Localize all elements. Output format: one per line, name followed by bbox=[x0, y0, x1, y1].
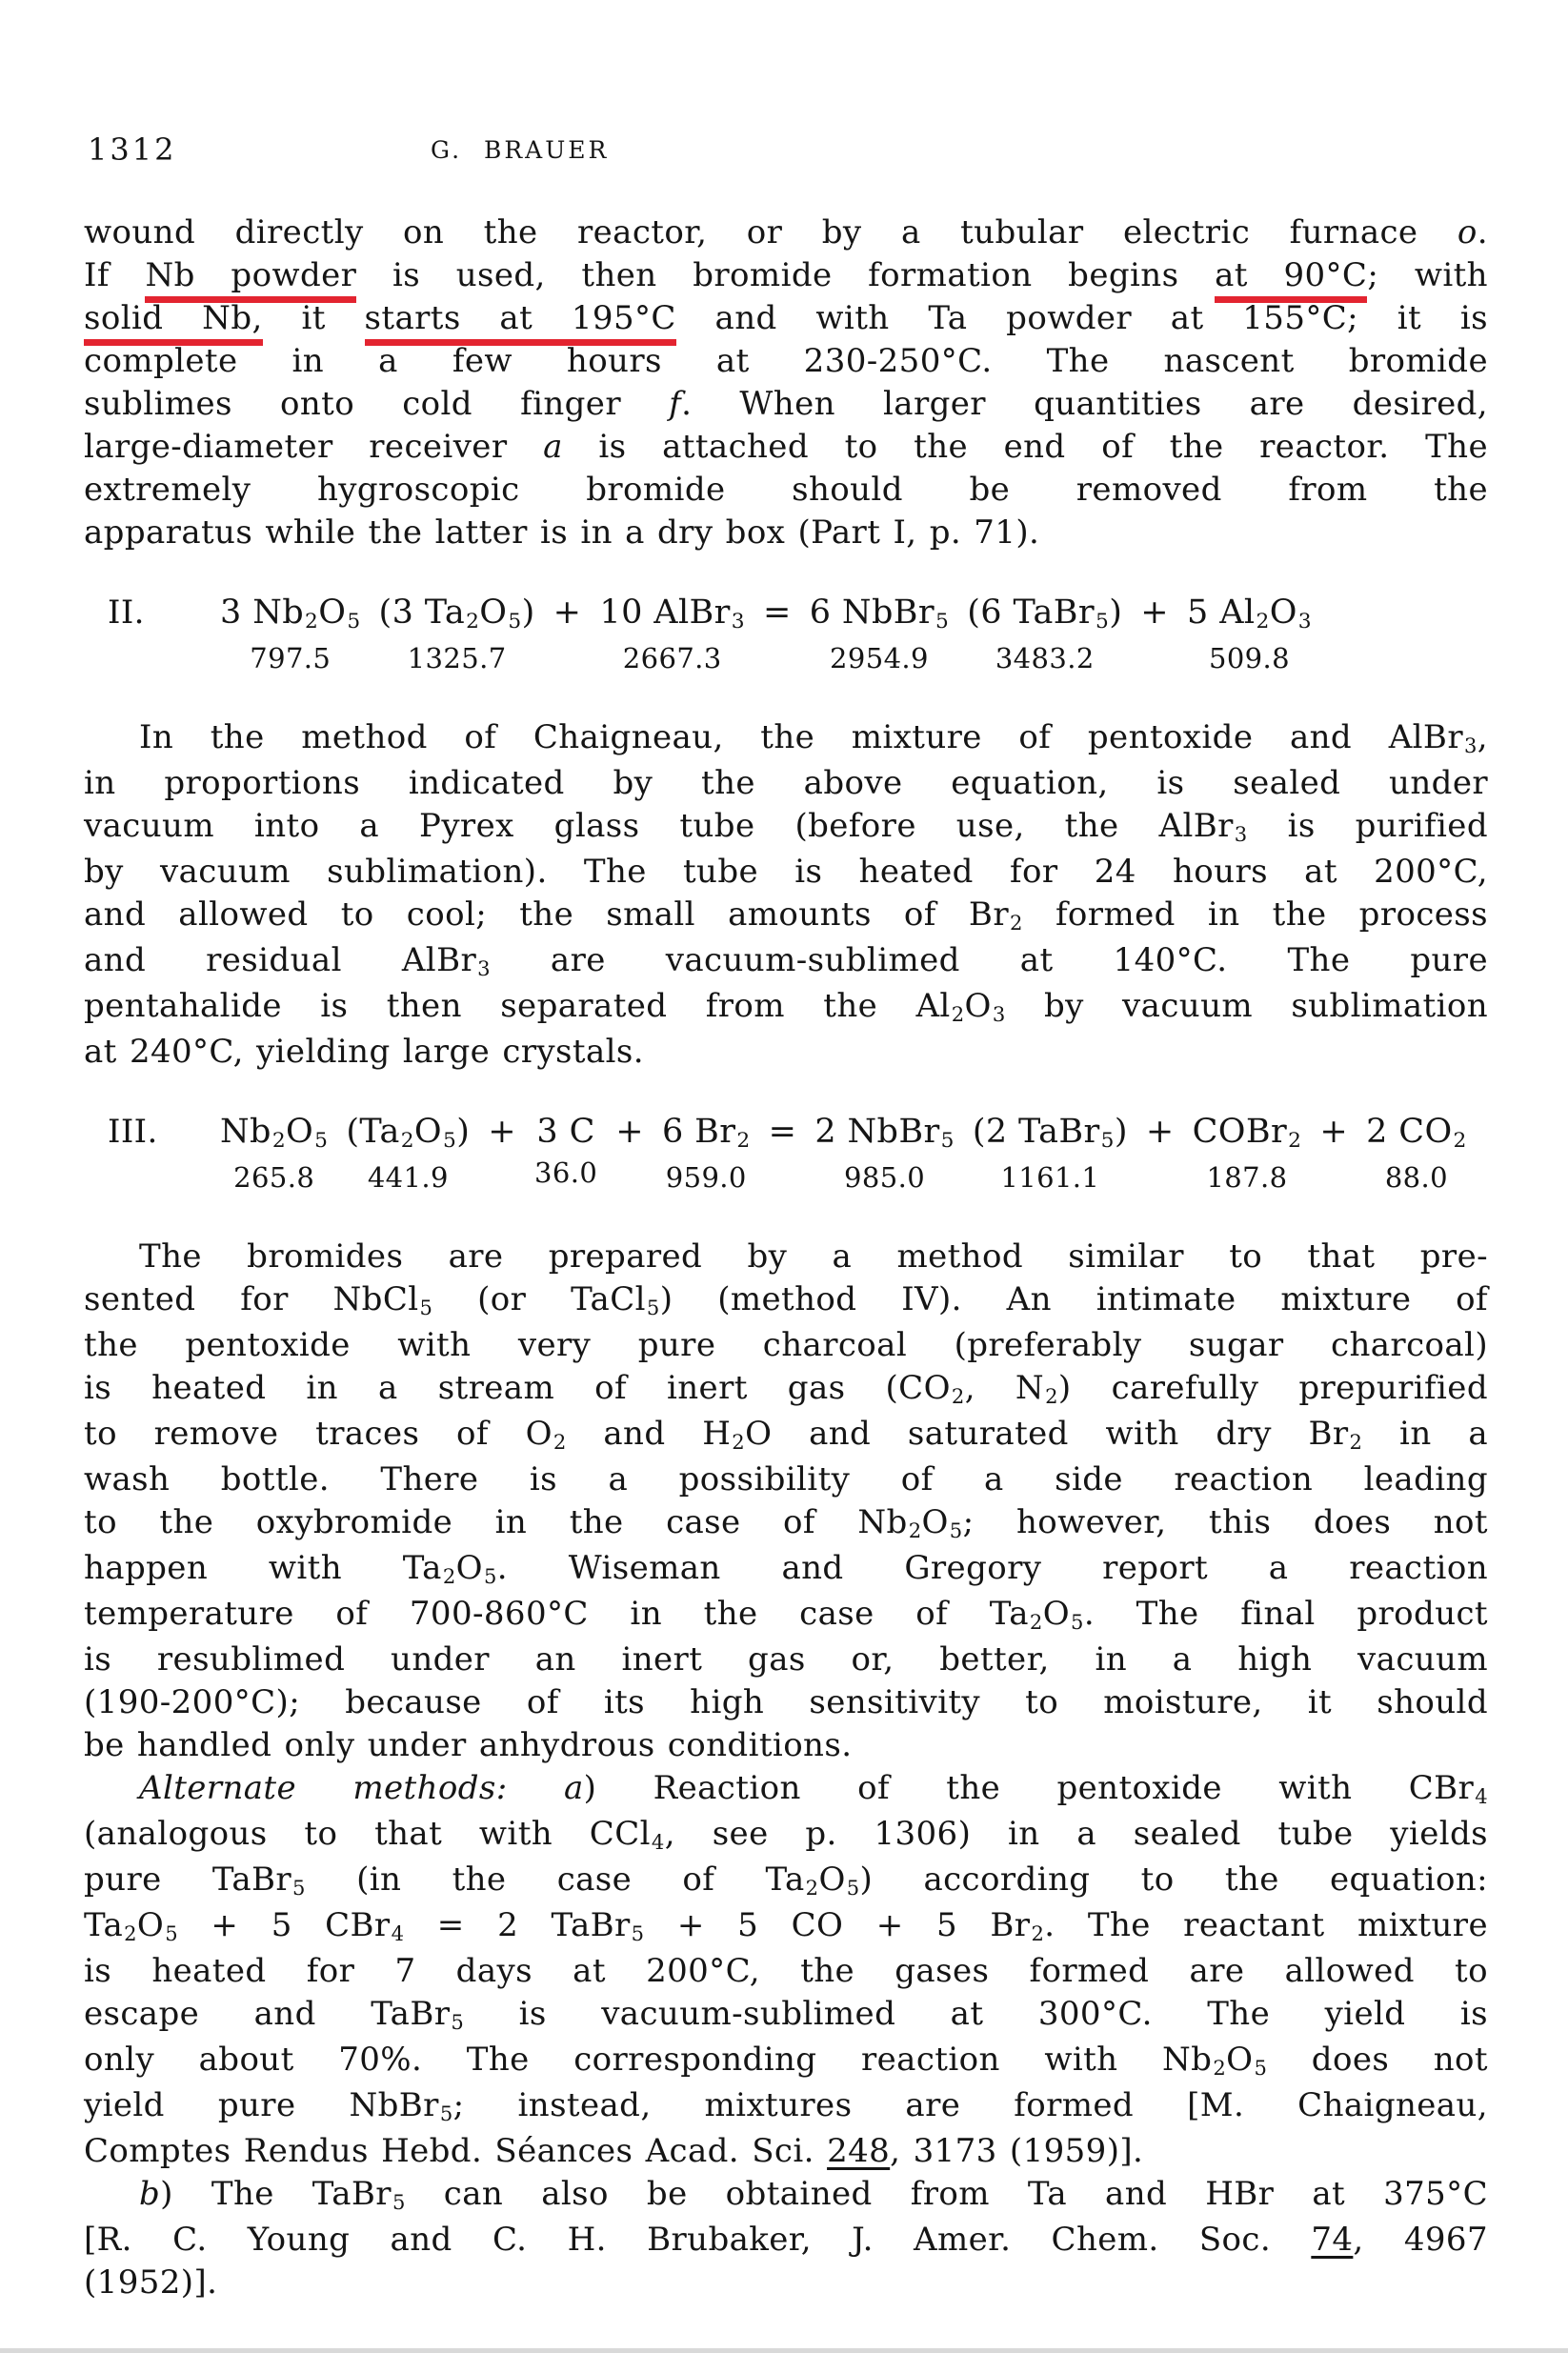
term-molecular-weight: 2954.9 bbox=[830, 642, 929, 674]
text-segment: O bbox=[1226, 2041, 1254, 2079]
operator: + bbox=[488, 1113, 517, 1151]
text-line bbox=[84, 985, 1488, 1031]
text-segment: the pentoxide with very pure charcoal (preferably sugar charcoal) bbox=[84, 1326, 1488, 1364]
subscript: 5 bbox=[949, 1518, 963, 1543]
text-line bbox=[84, 894, 1488, 939]
text-segment: b bbox=[139, 2175, 161, 2213]
equation-term bbox=[379, 591, 535, 676]
text-segment: O bbox=[318, 593, 347, 632]
text-segment: ) Reaction of the pentoxide with CBr bbox=[583, 1769, 1475, 1807]
operator: = bbox=[763, 593, 792, 632]
text-segment: The bromides are prepared by a method similar to that pre- bbox=[139, 1237, 1488, 1276]
underlined-reference: 248 bbox=[827, 2132, 891, 2170]
text-segment: + 5 CO + 5 Br bbox=[644, 1906, 1031, 1944]
text-segment: , see p. 1306) in a sealed tube yields bbox=[664, 1815, 1488, 1853]
text-segment: o bbox=[1457, 213, 1478, 251]
subscript: 5 bbox=[347, 610, 361, 634]
subscript: 5 bbox=[940, 1129, 955, 1154]
subscript: 5 bbox=[646, 1296, 660, 1320]
term-molecular-weight: 797.5 bbox=[250, 642, 332, 674]
subscript: 2 bbox=[805, 1876, 819, 1900]
subscript: 2 bbox=[553, 1430, 567, 1455]
text-segment: to remove traces of O bbox=[84, 1415, 553, 1453]
equation-term bbox=[810, 591, 949, 676]
subscript: 5 bbox=[508, 610, 522, 634]
text-line bbox=[84, 2084, 1488, 2130]
text-segment: and H bbox=[566, 1415, 732, 1453]
red-underlined-text: starts at 195°C bbox=[365, 299, 676, 346]
subscript: 2 bbox=[1029, 1610, 1043, 1635]
text-segment: 3 Nb bbox=[220, 593, 305, 632]
text-line bbox=[84, 851, 1488, 894]
text-line bbox=[84, 2173, 1488, 2219]
text-segment: (1952)]. bbox=[84, 2263, 218, 2302]
term-formula bbox=[599, 591, 745, 639]
text-segment: O bbox=[455, 1549, 483, 1587]
text-segment: O bbox=[479, 593, 508, 632]
text-segment: a bbox=[543, 428, 563, 466]
text-segment: ; instead, mixtures are formed [M. Chaigneau, bbox=[452, 2086, 1488, 2124]
subscript: 3 bbox=[477, 956, 491, 981]
text-segment: Ta bbox=[84, 1906, 124, 1944]
text-segment: (or TaCl bbox=[432, 1280, 646, 1318]
text-segment: ) (method IV). An intimate mixture of bbox=[659, 1280, 1488, 1318]
equation-term bbox=[814, 1110, 954, 1196]
text-segment: = 2 TaBr bbox=[404, 1906, 631, 1944]
term-molecular-weight: 959.0 bbox=[665, 1161, 747, 1194]
paragraph-bromides-preparation bbox=[84, 1236, 1488, 1767]
subscript: 5 bbox=[1254, 2056, 1268, 2081]
text-line bbox=[84, 426, 1488, 469]
text-segment: ) bbox=[521, 593, 535, 632]
subscript: 4 bbox=[651, 1830, 665, 1855]
subscript: 5 bbox=[631, 1921, 645, 1946]
text-line bbox=[84, 1813, 1488, 1859]
subscript: 2 bbox=[1031, 1921, 1045, 1946]
text-segment: (190-200°C); because of its high sensitivity to moisture, it should bbox=[84, 1683, 1488, 1721]
term-formula bbox=[967, 591, 1122, 639]
red-underlined-text: at 90°C bbox=[1215, 256, 1367, 303]
subscript: 3 bbox=[1297, 610, 1312, 634]
text-segment: wound directly on the reactor, or by a tubular electric furnace bbox=[84, 213, 1457, 251]
equation-term bbox=[220, 591, 361, 676]
operator: + bbox=[615, 1113, 644, 1151]
text-line bbox=[84, 2219, 1488, 2262]
text-segment: , 3173 (1959)]. bbox=[890, 2132, 1144, 2170]
equation-term bbox=[220, 1110, 328, 1196]
text-line bbox=[84, 1278, 1488, 1324]
term-formula bbox=[1193, 1110, 1302, 1158]
text-segment: O and saturated with dry Br bbox=[745, 1415, 1349, 1453]
text-segment: If bbox=[84, 256, 146, 294]
subscript: 5 bbox=[292, 1876, 306, 1900]
text-line bbox=[84, 1236, 1488, 1278]
text-segment: + 5 CBr bbox=[178, 1906, 391, 1944]
text-segment: apparatus while the latter is in a dry box (Part I, p. 71). bbox=[84, 513, 1040, 552]
text-line bbox=[84, 297, 1488, 340]
text-line bbox=[84, 512, 1488, 554]
text-segment: (Ta bbox=[346, 1113, 400, 1151]
text-segment: ) according to the equation: bbox=[859, 1860, 1488, 1899]
subscript: 3 bbox=[1234, 822, 1248, 847]
subscript: 2 bbox=[1349, 1430, 1363, 1455]
text-segment: pentahalide is then separated from the Al bbox=[84, 987, 951, 1025]
text-segment: is resublimed under an inert gas or, better, in a high vacuum bbox=[84, 1640, 1488, 1679]
text-segment: is heated in a stream of inert gas (CO bbox=[84, 1369, 951, 1407]
text-segment: 6 Br bbox=[661, 1113, 736, 1151]
subscript: 2 bbox=[124, 1921, 137, 1946]
paragraph-alternate-methods bbox=[84, 1767, 1488, 2173]
subscript: 2 bbox=[1453, 1129, 1467, 1154]
equation-terms bbox=[220, 591, 1312, 676]
text-segment: Nb bbox=[220, 1113, 271, 1151]
text-segment: ; with bbox=[1367, 256, 1488, 294]
text-line bbox=[84, 1324, 1488, 1367]
text-line bbox=[84, 1724, 1488, 1767]
text-segment: sublimes onto cold finger bbox=[84, 385, 670, 423]
text-line bbox=[84, 2039, 1488, 2084]
term-molecular-weight: 441.9 bbox=[367, 1161, 449, 1194]
subscript: 5 bbox=[1096, 610, 1110, 634]
equation-term bbox=[534, 1110, 597, 1191]
text-segment: (analogous to that with CCl bbox=[84, 1815, 651, 1853]
subscript: 5 bbox=[483, 1564, 497, 1589]
equation-term bbox=[599, 591, 745, 676]
subscript: 2 bbox=[1045, 1384, 1058, 1409]
text-line bbox=[84, 805, 1488, 851]
text-line bbox=[84, 340, 1488, 383]
text-segment: ) carefully prepurified bbox=[1057, 1369, 1488, 1407]
equation-label: III. bbox=[108, 1113, 158, 1151]
text-segment: ) bbox=[1114, 1113, 1128, 1151]
text-segment: temperature of 700-860°C in the case of Ta bbox=[84, 1595, 1029, 1633]
term-formula bbox=[379, 591, 535, 639]
equation-term bbox=[1187, 591, 1312, 676]
text-line bbox=[84, 1547, 1488, 1593]
text-segment: , N bbox=[964, 1369, 1045, 1407]
text-line bbox=[84, 1681, 1488, 1724]
text-line bbox=[84, 1367, 1488, 1413]
text-line bbox=[84, 1950, 1488, 1993]
subscript: 2 bbox=[1009, 911, 1023, 935]
subscript: 2 bbox=[1213, 2056, 1227, 2081]
equation-term bbox=[973, 1110, 1128, 1196]
text-line bbox=[84, 1501, 1488, 1547]
text-segment: O bbox=[136, 1906, 165, 1944]
text-segment: at 240°C, yielding large crystals. bbox=[84, 1033, 644, 1071]
paragraph-method-b bbox=[84, 2173, 1488, 2304]
text-segment: [R. C. Young and C. H. Brubaker, J. Amer. Chem. Soc. bbox=[84, 2221, 1312, 2259]
text-segment: only about 70%. The corresponding reaction with Nb bbox=[84, 2041, 1213, 2079]
scan-edge bbox=[0, 2348, 1568, 2353]
paragraph-reactor bbox=[84, 211, 1488, 554]
text-segment: by vacuum sublimation bbox=[1005, 987, 1489, 1025]
text-segment: extremely hygroscopic bromide should be removed from the bbox=[84, 471, 1488, 509]
equation-label: II. bbox=[108, 593, 145, 632]
text-line bbox=[84, 1413, 1488, 1458]
subscript: 2 bbox=[442, 1564, 456, 1589]
operator: = bbox=[768, 1113, 797, 1151]
subscript: 2 bbox=[271, 1129, 287, 1154]
text-segment: 2 CO bbox=[1366, 1113, 1453, 1151]
text-segment: O bbox=[1042, 1595, 1070, 1633]
text-line bbox=[84, 1593, 1488, 1639]
term-molecular-weight: 3483.2 bbox=[995, 642, 1095, 674]
text-segment: 5 Al bbox=[1187, 593, 1256, 632]
operator: + bbox=[1319, 1113, 1349, 1151]
term-formula bbox=[534, 1110, 597, 1154]
text-line bbox=[84, 762, 1488, 805]
text-segment: does not bbox=[1267, 2041, 1488, 2079]
text-segment: a bbox=[563, 1769, 584, 1807]
subscript: 3 bbox=[1463, 734, 1478, 758]
text-segment: . Wiseman and Gregory report a reaction bbox=[496, 1549, 1488, 1587]
text-segment: f bbox=[669, 385, 682, 423]
text-segment: 10 AlBr bbox=[599, 593, 731, 632]
text-line bbox=[84, 469, 1488, 512]
equation-term bbox=[967, 591, 1122, 676]
operator: + bbox=[1145, 1113, 1175, 1151]
equation-terms bbox=[220, 1110, 1467, 1196]
subscript: 5 bbox=[314, 1129, 329, 1154]
text-segment: O bbox=[413, 1113, 443, 1151]
underlined-reference: 74 bbox=[1311, 2221, 1354, 2259]
text-segment: (3 Ta bbox=[378, 593, 466, 632]
subscript: 2 bbox=[908, 1518, 922, 1543]
subscript: 2 bbox=[1256, 610, 1270, 634]
operator: + bbox=[553, 593, 582, 632]
term-molecular-weight: 265.8 bbox=[233, 1161, 315, 1194]
operator: + bbox=[1140, 593, 1170, 632]
text-segment: and residual AlBr bbox=[84, 941, 477, 979]
subscript: 4 bbox=[1475, 1784, 1488, 1809]
subscript: 4 bbox=[391, 1921, 405, 1946]
text-segment: O bbox=[964, 987, 992, 1025]
subscript: 5 bbox=[1071, 1610, 1084, 1635]
text-segment: O bbox=[921, 1503, 949, 1541]
text-segment: , bbox=[1477, 718, 1488, 756]
text-segment: formed in the process bbox=[1022, 895, 1489, 934]
subscript: 5 bbox=[451, 2010, 465, 2035]
subscript: 3 bbox=[731, 610, 745, 634]
term-molecular-weight: 187.8 bbox=[1206, 1161, 1288, 1194]
term-molecular-weight: 509.8 bbox=[1208, 642, 1291, 674]
equation-term bbox=[1366, 1110, 1467, 1196]
page-header bbox=[0, 131, 1568, 179]
equation-II bbox=[84, 591, 1488, 676]
text-segment: ) The TaBr bbox=[160, 2175, 392, 2213]
text-segment: . The reactant mixture bbox=[1044, 1906, 1488, 1944]
paragraph-chaigneau-method bbox=[84, 716, 1488, 1074]
subscript: 5 bbox=[439, 2102, 453, 2126]
text-segment: in proportions indicated by the above equation, is sealed under bbox=[84, 764, 1488, 802]
text-line bbox=[84, 383, 1488, 426]
text-line bbox=[84, 2262, 1488, 2304]
term-formula bbox=[220, 1110, 328, 1158]
text-segment: 6 NbBr bbox=[809, 593, 935, 632]
term-molecular-weight: 985.0 bbox=[844, 1161, 926, 1194]
text-line bbox=[84, 211, 1488, 254]
text-segment: it bbox=[262, 299, 365, 337]
subscript: 2 bbox=[466, 610, 480, 634]
subscript: 5 bbox=[443, 1129, 457, 1154]
text-segment: pure TaBr bbox=[84, 1860, 292, 1899]
subscript: 2 bbox=[1288, 1129, 1302, 1154]
text-segment: happen with Ta bbox=[84, 1549, 442, 1587]
text-line bbox=[84, 1458, 1488, 1501]
term-molecular-weight: 36.0 bbox=[534, 1156, 598, 1189]
red-underlined-text: Nb powder bbox=[145, 256, 356, 303]
text-segment: , 4967 bbox=[1353, 2221, 1488, 2259]
term-formula bbox=[1366, 1110, 1467, 1158]
term-molecular-weight: 1325.7 bbox=[407, 642, 507, 674]
text-segment: 3 C bbox=[536, 1113, 595, 1151]
text-segment: ; however, this does not bbox=[962, 1503, 1488, 1541]
text-line bbox=[84, 939, 1488, 985]
red-underlined-text: solid Nb, bbox=[84, 299, 263, 346]
text-segment: is heated for 7 days at 200°C, the gases formed are allowed to bbox=[84, 1952, 1488, 1990]
subscript: 2 bbox=[736, 1129, 751, 1154]
text-segment: O bbox=[818, 1860, 846, 1899]
text-segment: ) bbox=[456, 1113, 471, 1151]
text-segment: sented for NbCl bbox=[84, 1280, 419, 1318]
text-segment: yield pure NbBr bbox=[84, 2086, 439, 2124]
term-formula bbox=[346, 1110, 470, 1158]
text-segment: . The final product bbox=[1083, 1595, 1488, 1633]
term-formula bbox=[1187, 591, 1312, 639]
text-segment: are vacuum-sublimed at 140°C. The pure bbox=[490, 941, 1488, 979]
text-segment: (6 TaBr bbox=[967, 593, 1096, 632]
text-line bbox=[84, 254, 1488, 297]
text-segment: wash bottle. There is a possibility of a side reaction leading bbox=[84, 1460, 1488, 1498]
term-molecular-weight: 1161.1 bbox=[1000, 1161, 1100, 1194]
term-formula bbox=[662, 1110, 751, 1158]
text-segment: . bbox=[1477, 213, 1488, 251]
text-segment: . When larger quantities are desired, bbox=[681, 385, 1488, 423]
text-segment: complete in a few hours at 230-250°C. The nascent bromide bbox=[84, 342, 1488, 380]
subscript: 3 bbox=[992, 1002, 1006, 1027]
subscript: 2 bbox=[732, 1430, 746, 1455]
term-molecular-weight: 2667.3 bbox=[622, 642, 722, 674]
equation-term bbox=[662, 1110, 751, 1196]
text-segment: is vacuum-sublimed at 300°C. The yield is bbox=[464, 1995, 1488, 2033]
running-title: G. BRAUER bbox=[431, 136, 610, 164]
text-segment: vacuum into a Pyrex glass tube (before use, the AlBr bbox=[84, 807, 1234, 845]
text-segment: Comptes Rendus Hebd. Séances Acad. Sci. bbox=[84, 2132, 828, 2170]
text-segment: to the oxybromide in the case of Nb bbox=[84, 1503, 908, 1541]
subscript: 2 bbox=[951, 1002, 965, 1027]
text-segment: is purified bbox=[1247, 807, 1488, 845]
text-line bbox=[84, 1031, 1488, 1074]
subscript: 2 bbox=[951, 1384, 965, 1409]
term-formula bbox=[814, 1110, 954, 1158]
text-line bbox=[84, 1859, 1488, 1904]
text-segment: escape and TaBr bbox=[84, 1995, 451, 2033]
text-segment: large-diameter receiver bbox=[84, 428, 544, 466]
equation-term bbox=[1193, 1110, 1302, 1196]
subscript: 5 bbox=[419, 1296, 433, 1320]
text-line bbox=[84, 716, 1488, 762]
text-segment: (2 TaBr bbox=[972, 1113, 1100, 1151]
text-line bbox=[84, 1767, 1488, 1813]
text-segment: in a bbox=[1362, 1415, 1488, 1453]
text-segment: O bbox=[1269, 593, 1297, 632]
subscript: 2 bbox=[400, 1129, 414, 1154]
subscript: 2 bbox=[305, 610, 319, 634]
text-segment: O bbox=[286, 1113, 314, 1151]
text-segment: is attached to the end of the reactor. The bbox=[562, 428, 1488, 466]
equation-III bbox=[84, 1110, 1488, 1196]
subscript: 5 bbox=[1100, 1129, 1115, 1154]
text-segment: 2 NbBr bbox=[814, 1113, 940, 1151]
subscript: 5 bbox=[846, 1876, 860, 1900]
text-segment: COBr bbox=[1192, 1113, 1288, 1151]
subscript: 5 bbox=[935, 610, 950, 634]
text-segment: be handled only under anhydrous conditions. bbox=[84, 1726, 853, 1764]
text-segment: (in the case of Ta bbox=[305, 1860, 805, 1899]
term-molecular-weight: 88.0 bbox=[1384, 1161, 1448, 1194]
text-line bbox=[84, 1993, 1488, 2039]
text-line bbox=[84, 1904, 1488, 1950]
subscript: 5 bbox=[165, 1921, 179, 1946]
text-segment: can also be obtained from Ta and HBr at 375°C bbox=[405, 2175, 1489, 2213]
text-segment: is used, then bromide formation begins bbox=[356, 256, 1216, 294]
text-line bbox=[84, 2130, 1488, 2173]
text-segment: and allowed to cool; the small amounts of Br bbox=[84, 895, 1009, 934]
text-segment: Alternate methods: bbox=[139, 1769, 508, 1807]
page-number: 1312 bbox=[88, 131, 177, 168]
text-segment: ) bbox=[1109, 593, 1123, 632]
text-segment: by vacuum sublimation). The tube is heated for 24 hours at 200°C, bbox=[84, 853, 1488, 891]
term-formula bbox=[810, 591, 949, 639]
term-formula bbox=[220, 591, 361, 639]
text-segment: and with Ta powder at 155°C; it is bbox=[675, 299, 1488, 337]
text-line bbox=[84, 1639, 1488, 1681]
page-content bbox=[84, 211, 1488, 2304]
subscript: 5 bbox=[392, 2190, 406, 2215]
text-segment bbox=[508, 1769, 564, 1807]
text-segment: In the method of Chaigneau, the mixture of pentoxide and AlBr bbox=[139, 718, 1463, 756]
equation-term bbox=[346, 1110, 470, 1196]
term-formula bbox=[973, 1110, 1128, 1158]
